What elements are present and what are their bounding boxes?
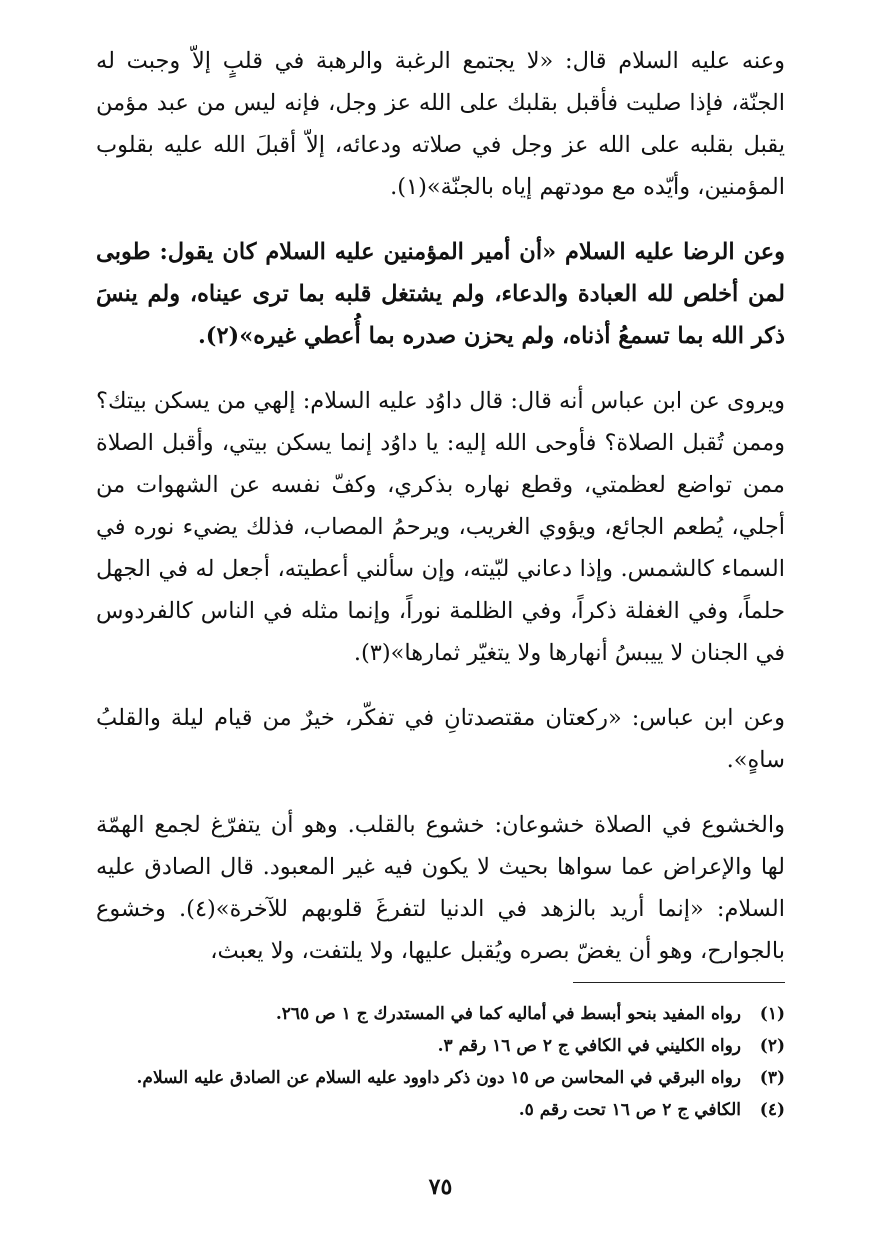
paragraph-hadith-3: ويروى عن ابن عباس أنه قال: قال داوُد عليه السلام: إلهي من يسكن بيتك؟ وممن تُقبل الصلاة؟ فأوحى الله إليه: يا داوُد إنما يسكن بيتي، وأقبل الصلاة ممن تواضع لعظمتي، وقطع نهاره بذكري، وكفّ نفسه عن الشهوات من أجلي، يُطعم الجائع، ويؤوي الغريب، ويرحمُ المصاب، فذلك يضيء نوره في السماء كالشمس. وإذا دعاني لبّيته، وإن سألني أعطيته، أجعل له في الجهل حلماً، وفي الغفلة ذكراً، وفي الظلمة نوراً، وإنما مثله في الناس كالفردوس في الجنان لا ييبسُ أنهارها ولا يتغيّر ثمارها»(٣). <box>96 388 785 666</box>
footnote-number: (٢) <box>759 1036 785 1056</box>
footnote-separator <box>573 982 785 983</box>
footnote-item <box>60 998 785 1030</box>
footnote-item <box>60 1030 785 1062</box>
footnotes <box>60 998 785 1126</box>
footnote-item <box>60 1094 785 1126</box>
footnote-text: الكافي ج ٢ ص ١٦ تحت رقم ٥. <box>518 1100 741 1120</box>
footnote-text: رواه الكليني في الكافي ج ٢ ص ١٦ رقم ٣. <box>437 1036 741 1056</box>
footnote-number: (٤) <box>759 1100 785 1120</box>
paragraph-hadith-4: وعن ابن عباس: «ركعتان مقتصدتانِ في تفكّر، خيرٌ من قيام ليلة والقلبُ ساهٍ». <box>96 705 785 773</box>
paragraph-hadith-2: وعن الرضا عليه السلام «أن أمير المؤمنين عليه السلام كان يقول: طوبى لمن أخلص لله العبادة والدعاء، ولم يشتغل قلبه بما ترى عيناه، ولم ينسَ ذكر الله بما تسمعُ أذناه، ولم يحزن صدره بما أُعطي غيره»(٢). <box>96 239 785 349</box>
main-text <box>96 40 785 995</box>
footnote-item <box>60 1062 785 1094</box>
footnote-number: (٣) <box>759 1068 785 1088</box>
paragraph-khushu: والخشوع في الصلاة خشوعان: خشوع بالقلب. وهو أن يتفرّغ لجمع الهمّة لها والإعراض عما سواها بحيث لا يكون فيه غير المعبود. قال الصادق عليه السلام: «إنما أريد بالزهد في الدنيا لتفرغَ قلوبهم للآخرة»(٤). وخشوع بالجوارح، وهو أن يغضّ بصره ويُقبل عليها، ولا يلتفت، ولا يعبث، <box>96 812 785 964</box>
page-number: ٧٥ <box>428 1174 453 1200</box>
footnote-number: (١) <box>759 1004 785 1024</box>
paragraph-hadith-1: وعنه عليه السلام قال: «لا يجتمع الرغبة والرهبة في قلبٍ إلاّ وجبت له الجنّة، فإذا صليت فأقبل بقلبك على الله عز وجل، فإنه ليس من عبد مؤمن يقبل بقلبه على الله عز وجل في صلاته ودعائه، إلاّ أقبلَ الله عليه بقلوب المؤمنين، وأيّده مع مودتهم إياه بالجنّة»(١). <box>96 48 785 200</box>
footnote-text: رواه البرقي في المحاسن ص ١٥ دون ذكر داوود عليه السلام عن الصادق عليه السلام. <box>136 1068 741 1088</box>
footnote-text: رواه المفيد بنحو أبسط في أماليه كما في المستدرك ج ١ ص ٢٦٥. <box>275 1004 741 1024</box>
